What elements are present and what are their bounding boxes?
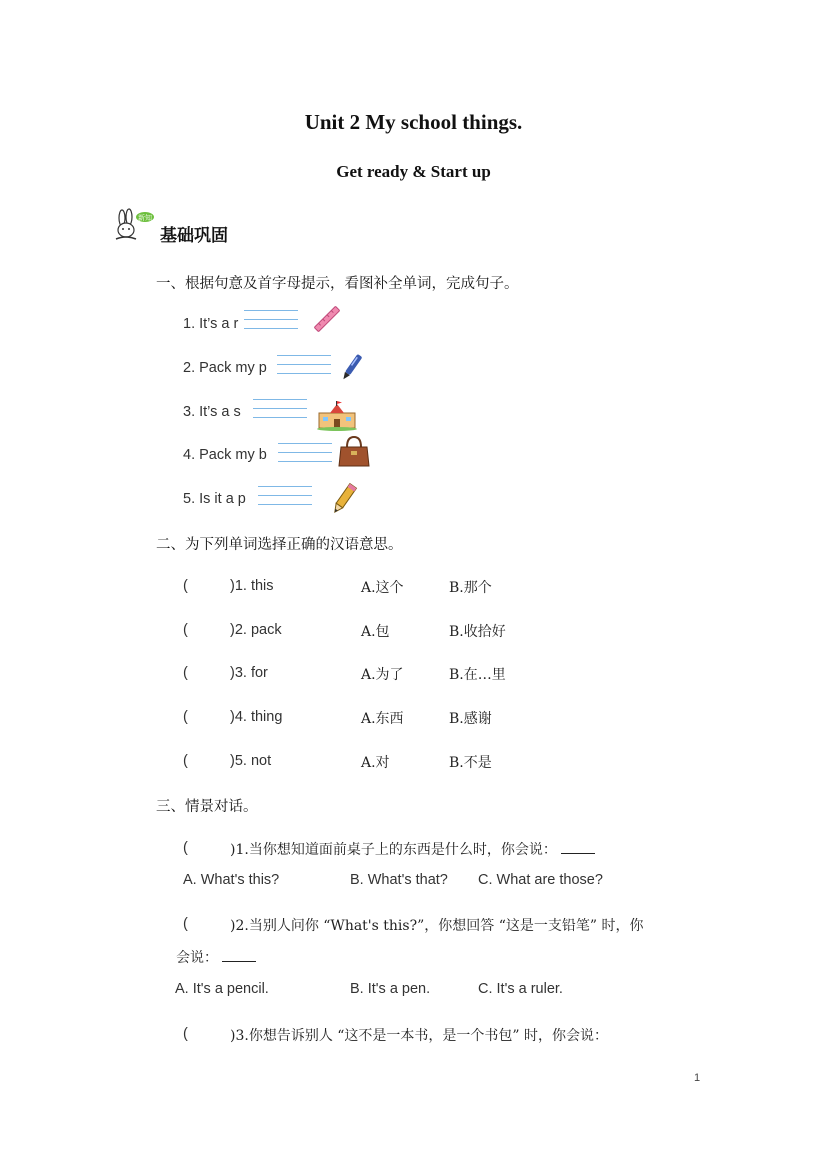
s2-item-3-option-b[interactable]: B.在…里 — [449, 667, 506, 683]
s1-item-2-blank[interactable] — [277, 355, 331, 382]
s2-item-5-paren: ( — [183, 753, 188, 769]
s2-item-2-paren: ( — [183, 622, 188, 638]
page-subtitle: Get ready & Start up — [336, 162, 491, 181]
s3-q2-option-c[interactable]: C. It's a ruler. — [478, 981, 563, 997]
s3-q1-option-c[interactable]: C. What are those? — [478, 872, 603, 888]
s3-q2-text-cont: 会说： — [176, 947, 256, 967]
s2-item-4-word: )4. thing — [230, 709, 283, 725]
ruler-icon — [310, 303, 344, 340]
page-title: Unit 2 My school things. — [304, 110, 523, 134]
s1-item-1-text: 1. It’s a r — [183, 316, 239, 332]
bag-icon — [338, 434, 370, 473]
s1-item-3-blank[interactable] — [253, 399, 307, 426]
section3-heading: 三、情景对话。 — [156, 799, 258, 815]
mascot-tag: 新知 — [138, 214, 152, 222]
s2-item-4-option-a[interactable]: A.东西 — [361, 711, 404, 727]
s2-item-1-paren: ( — [183, 578, 188, 594]
s2-item-1-option-b[interactable]: B.那个 — [449, 580, 492, 596]
section-badge-label: 基础巩固 — [160, 226, 228, 246]
s2-item-3-word: )3. for — [230, 665, 268, 681]
s2-item-2-word: )2. pack — [230, 622, 282, 638]
s3-q3-paren: ( — [183, 1026, 188, 1042]
s2-item-1-word: )1. this — [230, 578, 274, 594]
s1-item-4-blank[interactable] — [278, 443, 332, 470]
rabbit-mascot-icon — [112, 208, 158, 242]
s2-item-4-option-b[interactable]: B.感谢 — [449, 711, 492, 727]
s1-item-2-text: 2. Pack my p — [183, 360, 267, 376]
s3-q2-option-b[interactable]: B. It's a pen. — [350, 981, 431, 997]
s3-q1-paren: ( — [183, 840, 188, 856]
s3-q2-text: )2.当别人问你 “What's this?”，你想回答 “这是一支铅笔” 时，你 — [230, 918, 644, 934]
pencil-icon — [330, 481, 358, 522]
s2-item-5-option-a[interactable]: A.对 — [361, 755, 390, 771]
s2-item-3-option-a[interactable]: A.为了 — [361, 667, 404, 683]
section1-heading: 一、根据句意及首字母提示，看图补全单词，完成句子。 — [156, 276, 519, 292]
s3-q3-text: )3.你想告诉别人 “这不是一本书，是一个书包” 时，你会说： — [230, 1028, 609, 1044]
school-icon — [316, 401, 358, 436]
s3-q1-text: )1.当你想知道面前桌子上的东西是什么时，你会说： — [230, 839, 595, 859]
s1-item-3-text: 3. It’s a s — [183, 404, 241, 420]
s3-q1-option-a[interactable]: A. What's this? — [183, 872, 280, 888]
s2-item-2-option-b[interactable]: B.收拾好 — [449, 624, 506, 640]
s3-q2-answer-blank[interactable] — [222, 947, 256, 962]
s2-item-5-option-b[interactable]: B.不是 — [449, 755, 492, 771]
s2-item-1-option-a[interactable]: A.这个 — [361, 580, 404, 596]
s1-item-1-blank[interactable] — [244, 310, 298, 337]
s3-q1-option-b[interactable]: B. What's that? — [350, 872, 448, 888]
s1-item-5-text: 5. Is it a p — [183, 491, 246, 507]
s2-item-2-option-a[interactable]: A.包 — [361, 624, 390, 640]
section2-heading: 二、为下列单词选择正确的汉语意思。 — [156, 537, 403, 553]
s1-item-4-text: 4. Pack my b — [183, 447, 267, 463]
s3-q2-option-a[interactable]: A. It's a pencil. — [175, 981, 269, 997]
s2-item-5-word: )5. not — [230, 753, 272, 769]
s3-q1-answer-blank[interactable] — [561, 839, 595, 854]
pen-icon — [340, 351, 364, 388]
s3-q2-paren: ( — [183, 916, 188, 932]
s1-item-5-blank[interactable] — [258, 486, 312, 513]
s2-item-4-paren: ( — [183, 709, 188, 725]
s2-item-3-paren: ( — [183, 665, 188, 681]
page-number: 1 — [694, 1072, 701, 1084]
